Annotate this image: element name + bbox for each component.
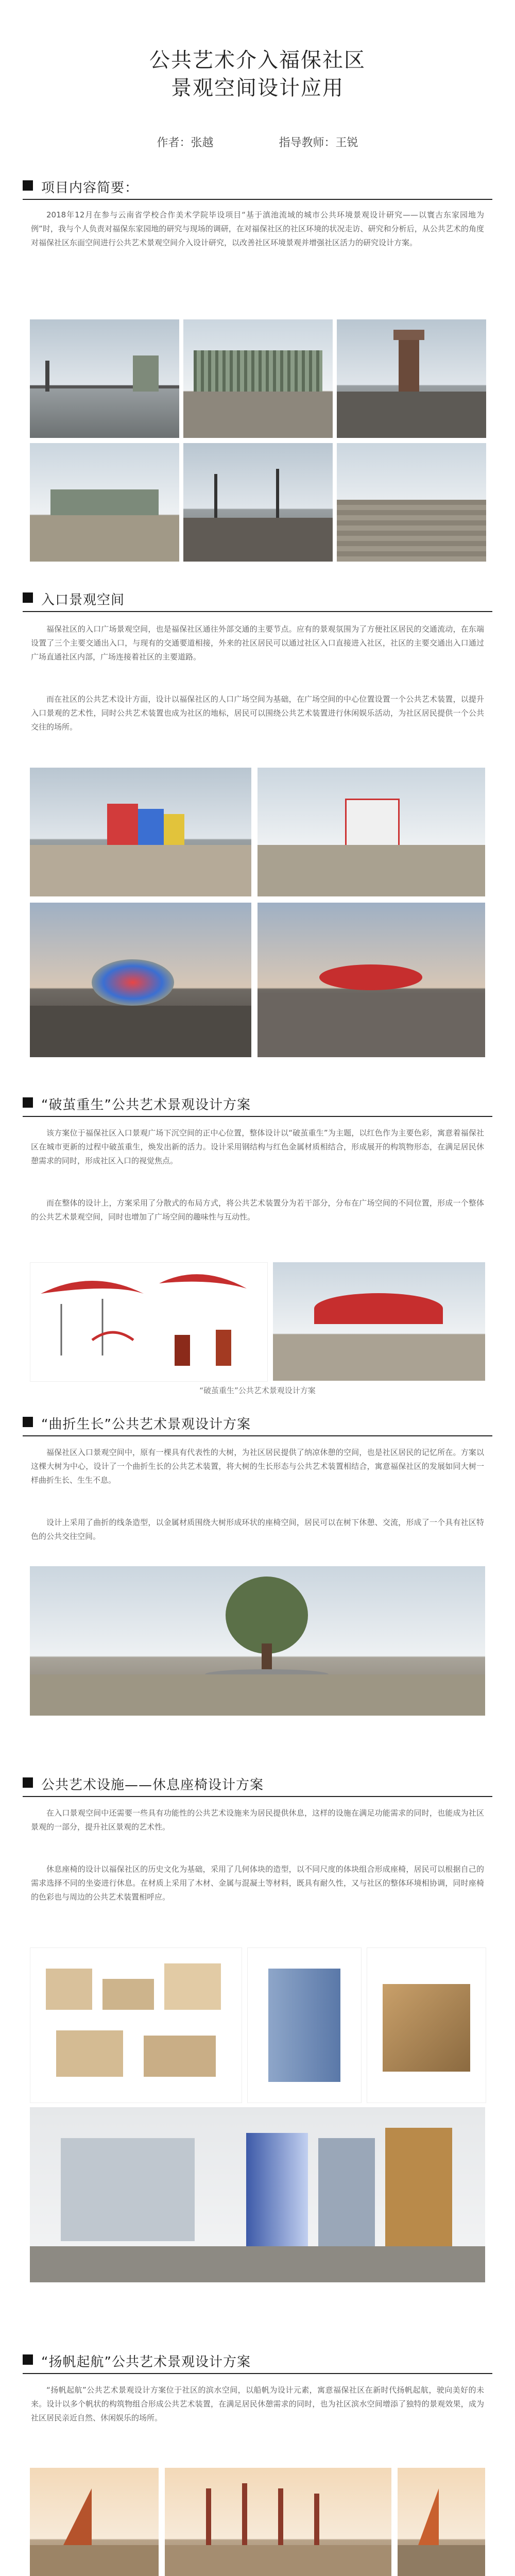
section-divider <box>23 2373 492 2374</box>
section-divider <box>23 199 492 200</box>
section-divider <box>23 1116 492 1117</box>
section-divider <box>23 1796 492 1797</box>
bench-wood-model <box>367 1947 486 2103</box>
sailing-paragraph: “扬帆起航”公共艺术景观设计方案位于社区的滨水空间，以船帆为设计元素，寓意福保社区在新时代扬帆起航，驶向美好的未来。设计以多个帆状的构筑物组合形成公共艺术装置，在满足居民休憩需求的同时，也为社区滨水空间增添了独特的景观效果，成为社区居民亲近自然、休闲娱乐的场所。 <box>31 2385 484 2422</box>
bullet-square-icon <box>23 180 33 191</box>
section-heading-sailing: “扬帆起航”公共艺术景观设计方案 <box>23 2349 492 2370</box>
entrance-render-1 <box>30 768 251 896</box>
bench-paragraph-2: 休息座椅的设计以福保社区的历史文化为基础，采用了几何体块的造型，以不同尺度的体块组合形成座椅，居民可以根据自己的需求选择不同的坐姿进行休息。在材质上采用了木材、金属与混凝土等材料，既具有耐久性，又与社区的整体环境相协调，同时座椅的色彩也与周边的公共艺术装置相呼应。 <box>31 1865 484 1902</box>
overview-paragraph: 2018年12月在参与云南省学校合作美术学院毕设项目“基于滇池流域的城市公共环境景观设计研究——以寰古东家园地为例”时，我与个人负责对福保东家园地的研究与现场的调研，在对福保社区的社区环境的状况走访、研究和分析后，从公共艺术的角度对福保社区东面空间进行公共艺术景观空间介入设计研究，以改善社区环境景观并增强社区活力的研究设计方案。 <box>31 210 484 247</box>
section-divider <box>23 1435 492 1436</box>
cocoon-figure-caption: “破茧重生”公共艺术景观设计方案 <box>199 1386 316 1395</box>
cocoon-paragraph-2: 而在整体的设计上，方案采用了分散式的布局方式，将公共艺术装置分为若干部分，分布在广场空间的不同位置，形成一个整体的公共艺术景观空间，同时也增加了广场空间的趣味性与互动性。 <box>31 1198 484 1222</box>
cocoon-concept-drawings <box>30 1262 268 1382</box>
section-heading-overview: 项目内容简要： <box>23 175 492 196</box>
bench-render <box>30 2107 485 2282</box>
section-heading-bench: 公共艺术设施——休息座椅设计方案 <box>23 1772 492 1793</box>
entrance-render-4 <box>258 903 485 1057</box>
growth-render <box>30 1566 485 1716</box>
section-divider <box>23 611 492 612</box>
growth-paragraph-2: 设计上采用了曲折的线条造型，以金属材质围绕大树形成环状的座椅空间，居民可以在树下休憩、交流，形成了一个具有社区特色的公共交往空间。 <box>31 1518 484 1541</box>
title-line-2: 景观空间设计应用 <box>171 76 344 100</box>
bullet-square-icon <box>23 2354 33 2365</box>
bench-blocks-model <box>30 1947 242 2103</box>
entrance-render-3 <box>30 903 251 1057</box>
site-photo-2 <box>183 319 333 438</box>
section-heading-broken-cocoon: “破茧重生”公共艺术景观设计方案 <box>23 1092 492 1113</box>
bullet-square-icon <box>23 1777 33 1788</box>
section-heading-entrance: 入口景观空间 <box>23 587 492 608</box>
advisor-label: 指导教师：王锐 <box>279 137 358 149</box>
byline <box>0 134 515 150</box>
bench-paragraph-1: 在入口景观空间中还需要一些具有功能性的公共艺术设施来为居民提供休息，这样的设施在满足功能需求的同时，也能成为社区景观的一部分，提升社区景观的艺术性。 <box>31 1808 484 1832</box>
cocoon-sketch-graphic <box>30 1263 267 1381</box>
sailing-render-3 <box>398 2468 485 2576</box>
site-photo-1 <box>30 319 179 438</box>
bullet-square-icon <box>23 592 33 603</box>
site-photo-4 <box>30 443 179 562</box>
site-photo-3 <box>337 319 486 438</box>
bench-blue-model <box>247 1947 362 2103</box>
site-photo-6 <box>337 443 486 562</box>
sailing-render-1 <box>30 2468 159 2576</box>
bullet-square-icon <box>23 1097 33 1108</box>
cocoon-render-1 <box>273 1262 485 1381</box>
cocoon-paragraph-1: 该方案位于福保社区入口景观广场下沉空间的正中心位置，整体设计以“破茧重生”为主题，以红色作为主要色彩，寓意着福保社区在城市更新的过程中破茧重生，焕发出新的活力。设计采用钢结构与红色金属材质相结合，形成展开的构筑物形态，在满足居民休憩需求的同时，形成社区入口的视觉焦点。 <box>31 1128 484 1165</box>
entrance-render-2 <box>258 768 485 896</box>
entrance-paragraph-2: 而在社区的公共艺术设计方面，设计以福保社区的人口广场空间为基础，在广场空间的中心位置设置一个公共艺术装置，以提升入口景观的艺术性，同时公共艺术装置也成为社区的地标，居民可以围绕公共艺术装置进行休闲娱乐活动，为社区居民提供一个公共交往的场所。 <box>31 694 484 732</box>
bullet-square-icon <box>23 1417 33 1427</box>
title-line-1: 公共艺术介入福保社区 <box>149 48 366 72</box>
growth-paragraph-1: 福保社区入口景观空间中，原有一棵具有代表性的大树，为社区居民提供了纳凉休憩的空间，也是社区居民的记忆所在。方案以这棵大树为中心，设计了一个曲折生长的公共艺术装置，将大树的生长形态与公共艺术装置相结合，寓意福保社区的发展如同大树一样曲折生长、生生不息。 <box>31 1448 484 1485</box>
entrance-paragraph-1: 福保社区的入口广场景观空间，也是福保社区通往外部交通的主要节点。应有的景观氛围为了方便社区居民的交通流动，在东端设置了三个主要交通出入口，与现有的交通要道相接，外来的社区居民可以通过社区入口直接进入社区，社区的主要交通出入口通过广场直通社区内部，广场连接着社区的主要道路。 <box>31 624 484 662</box>
section-heading-winding-growth: “曲折生长”公共艺术景观设计方案 <box>23 1412 492 1432</box>
site-photo-5 <box>183 443 333 562</box>
poster-title <box>0 46 515 102</box>
author-label: 作者：张越 <box>157 137 214 149</box>
sailing-render-2 <box>165 2468 391 2576</box>
